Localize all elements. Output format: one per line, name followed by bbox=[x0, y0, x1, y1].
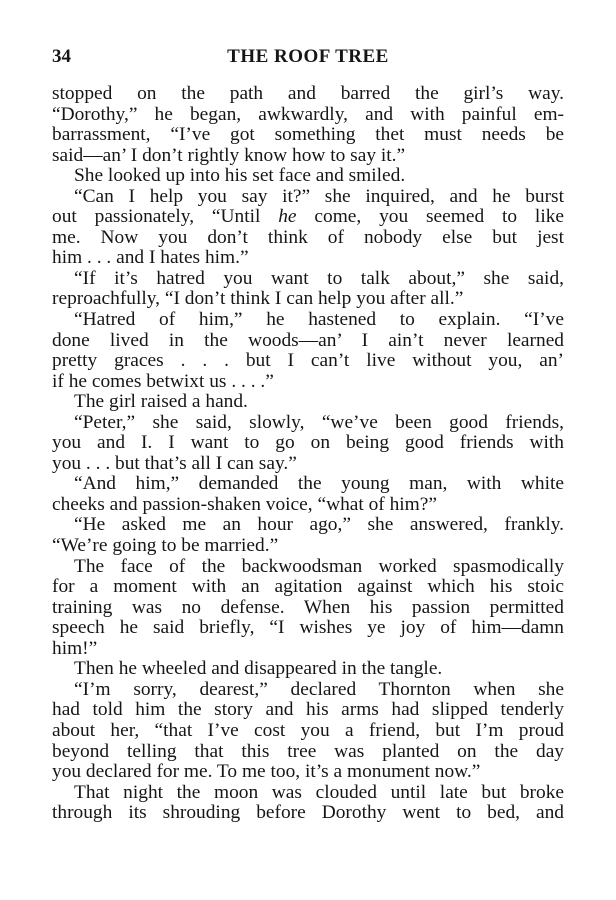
text-line: The face of the backwoodsman worked spasmodically bbox=[74, 555, 564, 577]
text-line: you declared for me. To me too, it’s a monument now.” bbox=[52, 761, 481, 783]
text-line: “And him,” demanded the young man, with white bbox=[74, 473, 564, 495]
text-line: for a moment with an agitation against which his stoic bbox=[52, 576, 564, 598]
body-text bbox=[52, 84, 564, 824]
text-line: “Can I help you say it?” she inquired, and he burst bbox=[74, 185, 564, 207]
text-line: “Peter,” she said, slowly, “we’ve been good friends, bbox=[74, 411, 564, 433]
text-line: “Dorothy,” he began, awkwardly, and with painful em- bbox=[52, 103, 564, 125]
text-line: him . . . and I hates him.” bbox=[52, 247, 249, 269]
text-line: speech he said briefly, “I wishes ye joy of him—damn bbox=[52, 617, 564, 639]
text-line: out passionately, “Until he come, you seemed to like bbox=[52, 206, 565, 228]
text-line: barrassment, “I’ve got something thet must needs be bbox=[52, 124, 564, 146]
text-line: “Hatred of him,” he hastened to explain. “I’ve bbox=[74, 309, 564, 331]
text-line: you and I. I want to go on being good friends with bbox=[52, 432, 564, 454]
text-line: That night the moon was clouded until late but broke bbox=[74, 781, 564, 803]
text-line: training was no defense. When his passion permitted bbox=[52, 596, 564, 618]
text-line: you . . . but that’s all I can say.” bbox=[52, 452, 297, 474]
text-line: reproachfully, “I don’t think I can help you after all.” bbox=[52, 288, 464, 310]
page-number: 34 bbox=[52, 46, 71, 67]
text-line: “I’m sorry, dearest,” declared Thornton when she bbox=[74, 678, 564, 700]
text-line: She looked up into his set face and smiled. bbox=[74, 165, 406, 187]
text-line: had told him the story and his arms had slipped tenderly bbox=[52, 699, 564, 721]
text-line: cheeks and passion-shaken voice, “what of him?” bbox=[52, 493, 437, 515]
text-line: The girl raised a hand. bbox=[74, 391, 248, 413]
text-line: through its shrouding before Dorothy went to bed, and bbox=[52, 802, 564, 824]
text-line: “If it’s hatred you want to talk about,” she said, bbox=[74, 267, 564, 289]
text-line: Then he wheeled and disappeared in the tangle. bbox=[74, 658, 443, 680]
text-line: stopped on the path and barred the girl’s way. bbox=[52, 83, 564, 104]
text-line: pretty graces . . . but I can’t live without you, an’ bbox=[52, 350, 564, 372]
text-line: “He asked me an hour ago,” she answered, frankly. bbox=[74, 514, 564, 536]
text-line: if he comes betwixt us . . . .” bbox=[52, 370, 274, 392]
text-line: “We’re going to be married.” bbox=[52, 535, 279, 557]
running-title: THE ROOF TREE bbox=[227, 46, 389, 67]
text-line: done lived in the woods—an’ I ain’t never learned bbox=[52, 329, 564, 351]
text-line: beyond telling that this tree was planted on the day bbox=[52, 740, 564, 762]
text-line: me. Now you don’t think of nobody else but jest bbox=[52, 226, 564, 248]
text-line: said—an’ I don’t rightly know how to say it.” bbox=[52, 144, 406, 166]
text-line: him!” bbox=[52, 637, 98, 659]
text-line: about her, “that I’ve cost you a friend, but I’m proud bbox=[52, 719, 564, 741]
